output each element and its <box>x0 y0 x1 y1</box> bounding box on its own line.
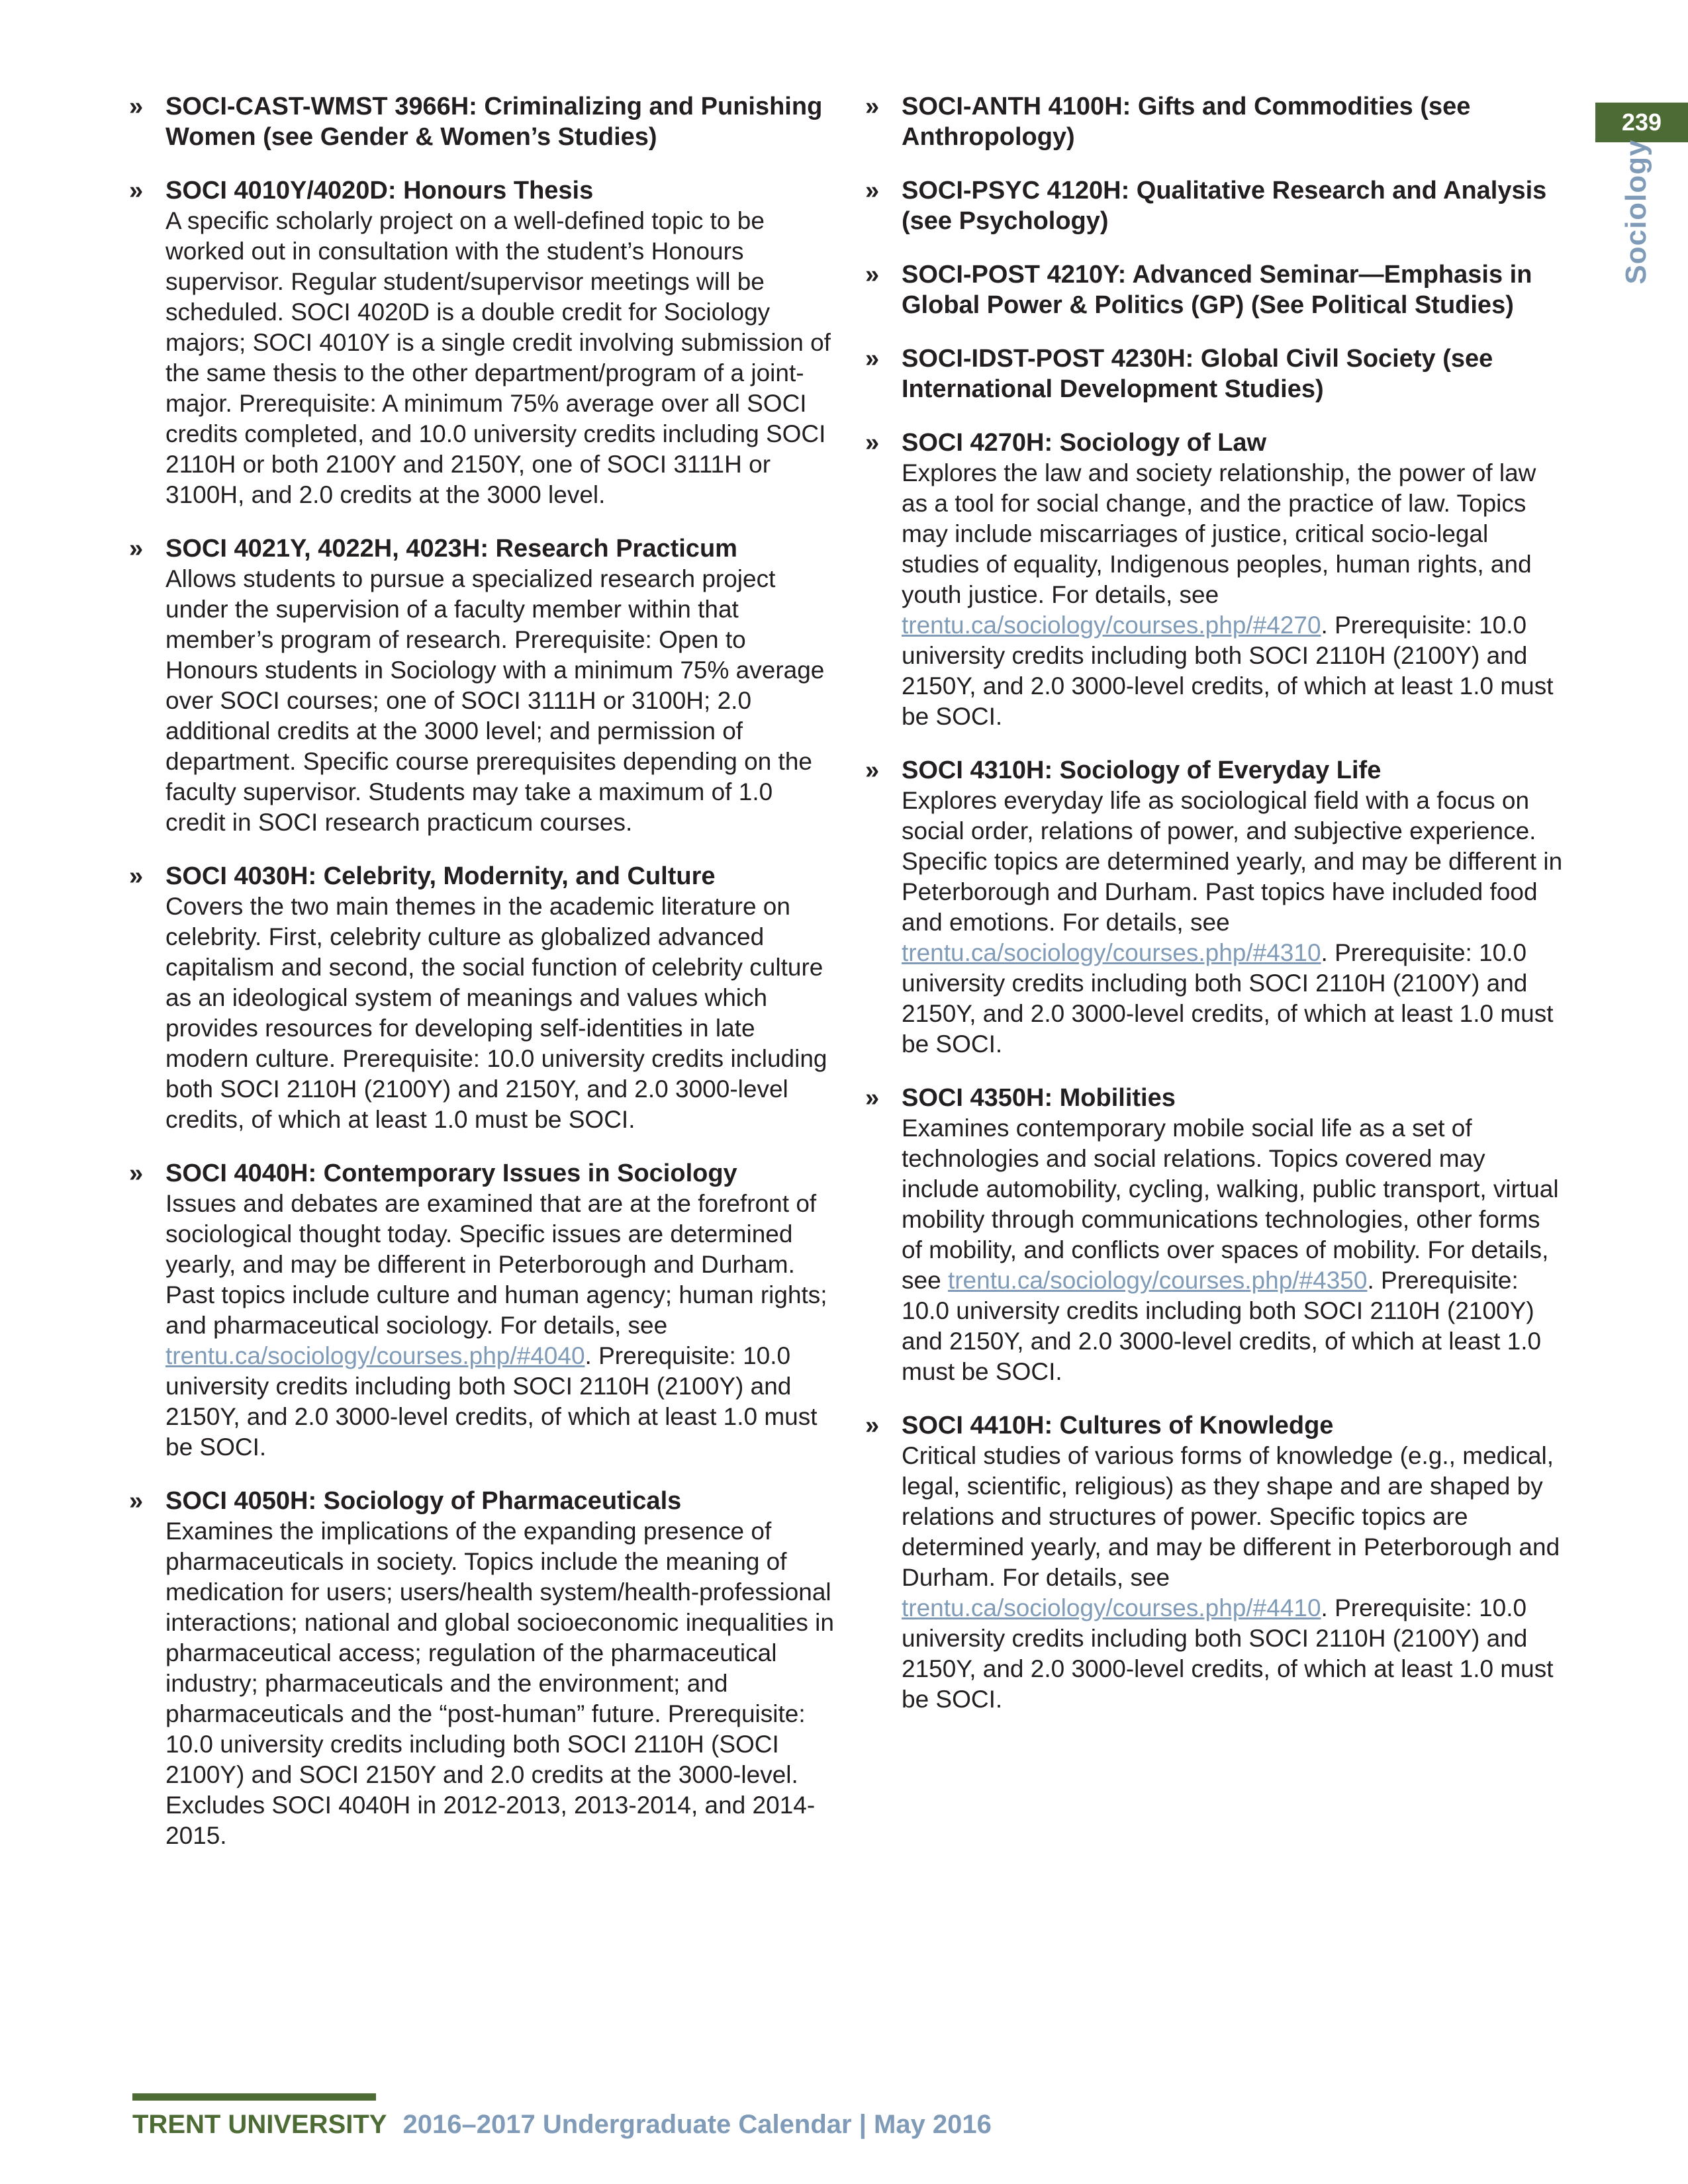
course-entry <box>865 175 1567 236</box>
course-title: SOCI-ANTH 4100H: Gifts and Commodities (see Anthropology) <box>902 93 1471 151</box>
bullet-glyph: » <box>865 1084 880 1112</box>
course-entry <box>865 755 1567 1060</box>
description-text: Explores the law and society relationship, the power of law as a tool for social change, and the practice of law. Topics may include miscarriages of justice, critical socio-legal studies of equality, Indigenous peoples, human rights, and youth justice. For details, see <box>902 459 1536 608</box>
course-entry <box>865 343 1567 404</box>
course-entry <box>129 861 834 1135</box>
bullet-glyph: » <box>865 756 880 784</box>
bullet-glyph: » <box>865 1412 880 1439</box>
course-title: SOCI 4030H: Celebrity, Modernity, and Culture <box>165 862 716 890</box>
footer-calendar: 2016–2017 Undergraduate Calendar | May 2016 <box>402 2110 992 2139</box>
course-details-link[interactable]: trentu.ca/sociology/courses.php/#4350 <box>947 1267 1368 1294</box>
prerequisite-text: . Prerequisite: 10.0 university credits including both SOCI 2110H (2100Y) and 2150Y, and 2.0 3000-level credits, of which at least 1.0 must be SOCI. <box>902 939 1554 1058</box>
page-footer <box>132 2110 992 2140</box>
course-entry <box>865 428 1567 732</box>
course-title: SOCI 4270H: Sociology of Law <box>902 429 1267 457</box>
course-title: SOCI 4021Y, 4022H, 4023H: Research Practicum <box>165 535 737 563</box>
course-entry <box>865 1083 1567 1387</box>
course-description: Examines the implications of the expanding presence of pharmaceuticals in society. Topics include the meaning of medication for users; users/health system/health-professional interactions; national and global socioeconomic inequalities in pharmaceutical access; regulation of the pharmaceutical industry; pharmaceuticals and the environment; and pharmaceuticals and the “post-human” future. Prerequisite: 10.0 university credits including both SOCI 2110H (SOCI 2100Y) and SOCI 2150Y and 2.0 credits at the 3000-level. Excludes SOCI 4040H in 2012-2013, 2013-2014, and 2014-2015. <box>165 1518 834 1849</box>
prerequisite-text: . Prerequisite: 10.0 university credits including both SOCI 2110H (2100Y) and 2150Y, and 2.0 3000-level credits, of which at least 1.0 must be SOCI. <box>165 1342 818 1461</box>
course-details-link[interactable]: trentu.ca/sociology/courses.php/#4310 <box>902 939 1321 966</box>
page-number: 239 <box>1621 109 1662 136</box>
course-details-link[interactable]: trentu.ca/sociology/courses.php/#4410 <box>902 1594 1321 1621</box>
course-title: SOCI-CAST-WMST 3966H: Criminalizing and Punishing Women (see Gender & Women’s Studies) <box>165 93 823 151</box>
course-entry <box>865 1410 1567 1715</box>
course-description: A specific scholarly project on a well-defined topic to be worked out in consultation with the student’s Honours supervisor. Regular student/supervisor meetings will be scheduled. SOCI 4020D is a double credit for Sociology majors; SOCI 4010Y is a single credit involving submission of the same thesis to the other department/program of a joint-major. Prerequisite: A minimum 75% average over all SOCI credits completed, and 10.0 university credits including SOCI 2110H or both 2100Y and 2150Y, one of SOCI 3111H or 3100H, and 2.0 credits at the 3000 level. <box>165 207 831 508</box>
course-title: SOCI-IDST-POST 4230H: Global Civil Society (see International Development Studies) <box>902 345 1493 403</box>
bullet-glyph: » <box>129 93 144 120</box>
course-entry <box>129 91 834 152</box>
course-description <box>902 786 1567 1060</box>
course-description <box>902 1113 1567 1387</box>
course-title: SOCI 4350H: Mobilities <box>902 1084 1176 1112</box>
course-details-link[interactable]: trentu.ca/sociology/courses.php/#4270 <box>902 612 1321 639</box>
page-number-tab <box>1595 103 1688 142</box>
course-description <box>902 458 1567 732</box>
section-label: Sociology <box>1620 139 1652 285</box>
bullet-glyph: » <box>129 862 144 890</box>
course-entry <box>129 1486 834 1851</box>
bullet-glyph: » <box>129 177 144 205</box>
description-text: Issues and debates are examined that are at the forefront of sociological thought today. Specific issues are determined yearly, and may be different in Peterborough and Durham. Past topics include culture and human agency; human rights; and pharmaceutical sociology. For details, see <box>165 1190 827 1339</box>
course-entry <box>865 91 1567 152</box>
footer-institution: TRENT UNIVERSITY <box>132 2110 387 2139</box>
course-title: SOCI-PSYC 4120H: Qualitative Research and Analysis (see Psychology) <box>902 177 1547 235</box>
right-column <box>865 91 1567 1738</box>
prerequisite-text: . Prerequisite: 10.0 university credits including both SOCI 2110H (2100Y) and 2150Y, and 2.0 3000-level credits, of which at least 1.0 must be SOCI. <box>902 1594 1554 1713</box>
prerequisite-text: . Prerequisite: 10.0 university credits including both SOCI 2110H (2100Y) and 2150Y, and 2.0 3000-level credits, of which at least 1.0 must be SOCI. <box>902 612 1554 730</box>
course-description: Covers the two main themes in the academic literature on celebrity. First, celebrity culture as globalized advanced capitalism and second, the social function of celebrity culture as an ideological system of meanings and values which provides resources for developing self-identities in late modern culture. Prerequisite: 10.0 university credits including both SOCI 2110H (2100Y) and 2150Y, and 2.0 3000-level credits, of which at least 1.0 must be SOCI. <box>165 893 827 1133</box>
course-title: SOCI 4310H: Sociology of Everyday Life <box>902 756 1382 784</box>
course-entry <box>865 259 1567 320</box>
course-entry <box>129 533 834 838</box>
bullet-glyph: » <box>865 429 880 457</box>
bullet-glyph: » <box>129 535 144 563</box>
course-description <box>902 1441 1567 1715</box>
bullet-glyph: » <box>129 1487 144 1515</box>
course-title: SOCI-POST 4210Y: Advanced Seminar—Emphasis in Global Power & Politics (GP) (See Political Studies) <box>902 261 1532 319</box>
bullet-glyph: » <box>865 93 880 120</box>
course-entry <box>129 1158 834 1463</box>
course-title: SOCI 4410H: Cultures of Knowledge <box>902 1412 1334 1439</box>
left-column <box>129 91 834 1874</box>
bullet-glyph: » <box>865 261 880 289</box>
bullet-glyph: » <box>129 1160 144 1187</box>
course-title: SOCI 4010Y/4020D: Honours Thesis <box>165 177 594 205</box>
description-text: Explores everyday life as sociological field with a focus on social order, relations of power, and subjective experience. Specific topics are determined yearly, and may be different in Peterborough and Durham. Past topics have included food and emotions. For details, see <box>902 787 1563 936</box>
course-entry <box>129 175 834 510</box>
course-title: SOCI 4050H: Sociology of Pharmaceuticals <box>165 1487 682 1515</box>
footer-rule <box>132 2093 376 2101</box>
course-details-link[interactable]: trentu.ca/sociology/courses.php/#4040 <box>165 1342 585 1369</box>
bullet-glyph: » <box>865 177 880 205</box>
description-text: Critical studies of various forms of knowledge (e.g., medical, legal, scientific, religious) as they shape and are shaped by relations and structures of power. Specific topics are determined yearly, and may be different in Peterborough and Durham. For details, see <box>902 1442 1560 1591</box>
bullet-glyph: » <box>865 345 880 373</box>
course-description: Allows students to pursue a specialized research project under the supervision of a faculty member within that member’s program of research. Prerequisite: Open to Honours students in Sociology with a minimum 75% average over SOCI courses; one of SOCI 3111H or 3100H; 2.0 additional credits at the 3000 level; and permission of department. Specific course prerequisites depending on the faculty supervisor. Students may take a maximum of 1.0 credit in SOCI research practicum courses. <box>165 565 825 836</box>
prerequisite-text: . Prerequisite: 10.0 university credits including both SOCI 2110H (2100Y) and 2150Y, and 2.0 3000-level credits, of which at least 1.0 must be SOCI. <box>902 1267 1542 1385</box>
course-title: SOCI 4040H: Contemporary Issues in Sociology <box>165 1160 737 1187</box>
course-description <box>165 1189 834 1463</box>
description-text: Examines contemporary mobile social life as a set of technologies and social relations. Topics covered may include automobility, cycling, walking, public transport, virtual mobility through communications technologies, other forms of mobility, and conflicts over spaces of mobility. For details, see <box>902 1115 1559 1294</box>
